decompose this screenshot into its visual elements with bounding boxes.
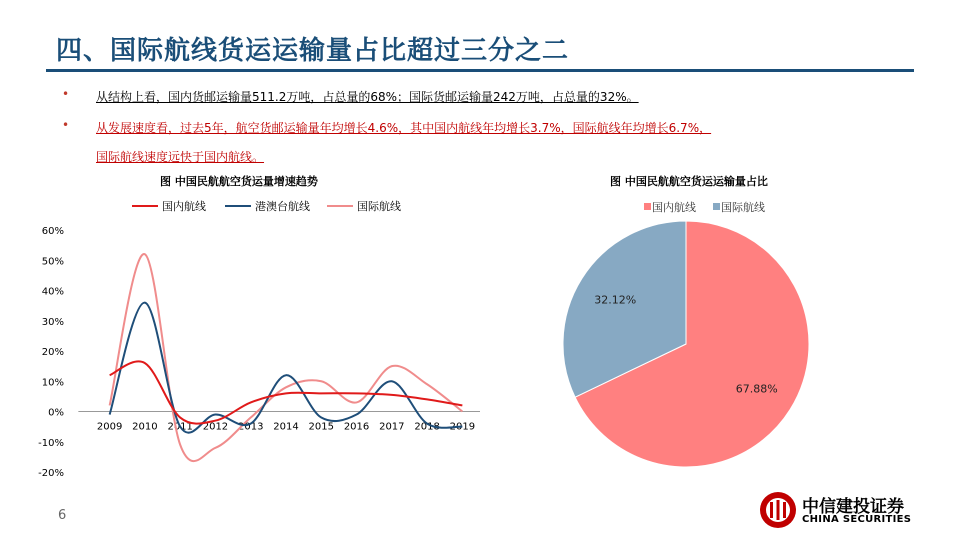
bullet-text-growth: 从发展速度看，过去5年，航空货邮运输量年均增长4.6%，其中国内航线年均增长3.7%，国际航线年均增长6.7%，	[96, 121, 712, 135]
company-logo	[758, 488, 918, 532]
x-tick-label: 2017	[379, 421, 405, 433]
y-tick-label: 20%	[41, 347, 64, 358]
legend-label: 国内航线	[652, 201, 696, 214]
x-tick-label: 2015	[308, 421, 334, 433]
bullet-marker: •	[62, 87, 70, 101]
pie-value-label: 67.88%	[735, 382, 778, 396]
x-tick-label: 2010	[132, 421, 158, 433]
x-tick-label: 2019	[449, 421, 476, 433]
x-tick-label: 2012	[202, 421, 229, 433]
y-tick-label: 0%	[48, 407, 64, 419]
pie-chart	[540, 190, 840, 480]
page-title: 四、国际航线货运运输量占比超过三分之二	[56, 36, 570, 66]
logo-name-cn: 中信建投证券	[802, 497, 904, 517]
y-tick-label: 30%	[41, 316, 64, 328]
bullet-marker: •	[62, 118, 70, 132]
legend-label: 国内航线	[162, 200, 206, 213]
x-tick-label: 2016	[343, 421, 370, 433]
line-chart	[30, 190, 500, 490]
legend-label: 国际航线	[357, 200, 401, 213]
legend-label: 国际航线	[721, 201, 765, 214]
y-tick-label: 50%	[41, 256, 64, 268]
x-tick-label: 2013	[238, 421, 264, 433]
legend-label: 港澳台航线	[255, 200, 310, 213]
bullet-text-structure: 从结构上看，国内货邮运输量511.2万吨，占总量的68%；国际货邮运输量242万吨，占总量的32%。	[96, 90, 639, 104]
y-tick-label: 60%	[41, 226, 64, 237]
x-tick-label: 2011	[167, 421, 193, 433]
pie-chart-title: 图 中国民航航空货运运输量占比	[610, 175, 768, 188]
legend-swatch	[644, 203, 651, 210]
pie-value-label: 32.12%	[594, 293, 637, 307]
logo-name-en: CHINA SECURITIES	[802, 514, 912, 525]
logo-emblem-icon	[758, 490, 798, 530]
series-line	[110, 303, 463, 433]
x-tick-label: 2014	[273, 421, 299, 433]
y-tick-label: -20%	[38, 468, 64, 479]
x-tick-label: 2009	[96, 421, 123, 433]
x-tick-label: 2018	[414, 421, 440, 433]
bullet-text-growth-cont: 国际航线速度远快于国内航线。	[96, 150, 265, 164]
y-tick-label: -10%	[38, 437, 64, 449]
legend-swatch	[713, 203, 720, 210]
title-divider	[46, 69, 914, 72]
y-tick-label: 10%	[41, 377, 64, 389]
y-tick-label: 40%	[41, 286, 64, 298]
line-chart-title: 图 中国民航航空货运量增速趋势	[160, 175, 318, 188]
page-number: 6	[58, 508, 67, 523]
